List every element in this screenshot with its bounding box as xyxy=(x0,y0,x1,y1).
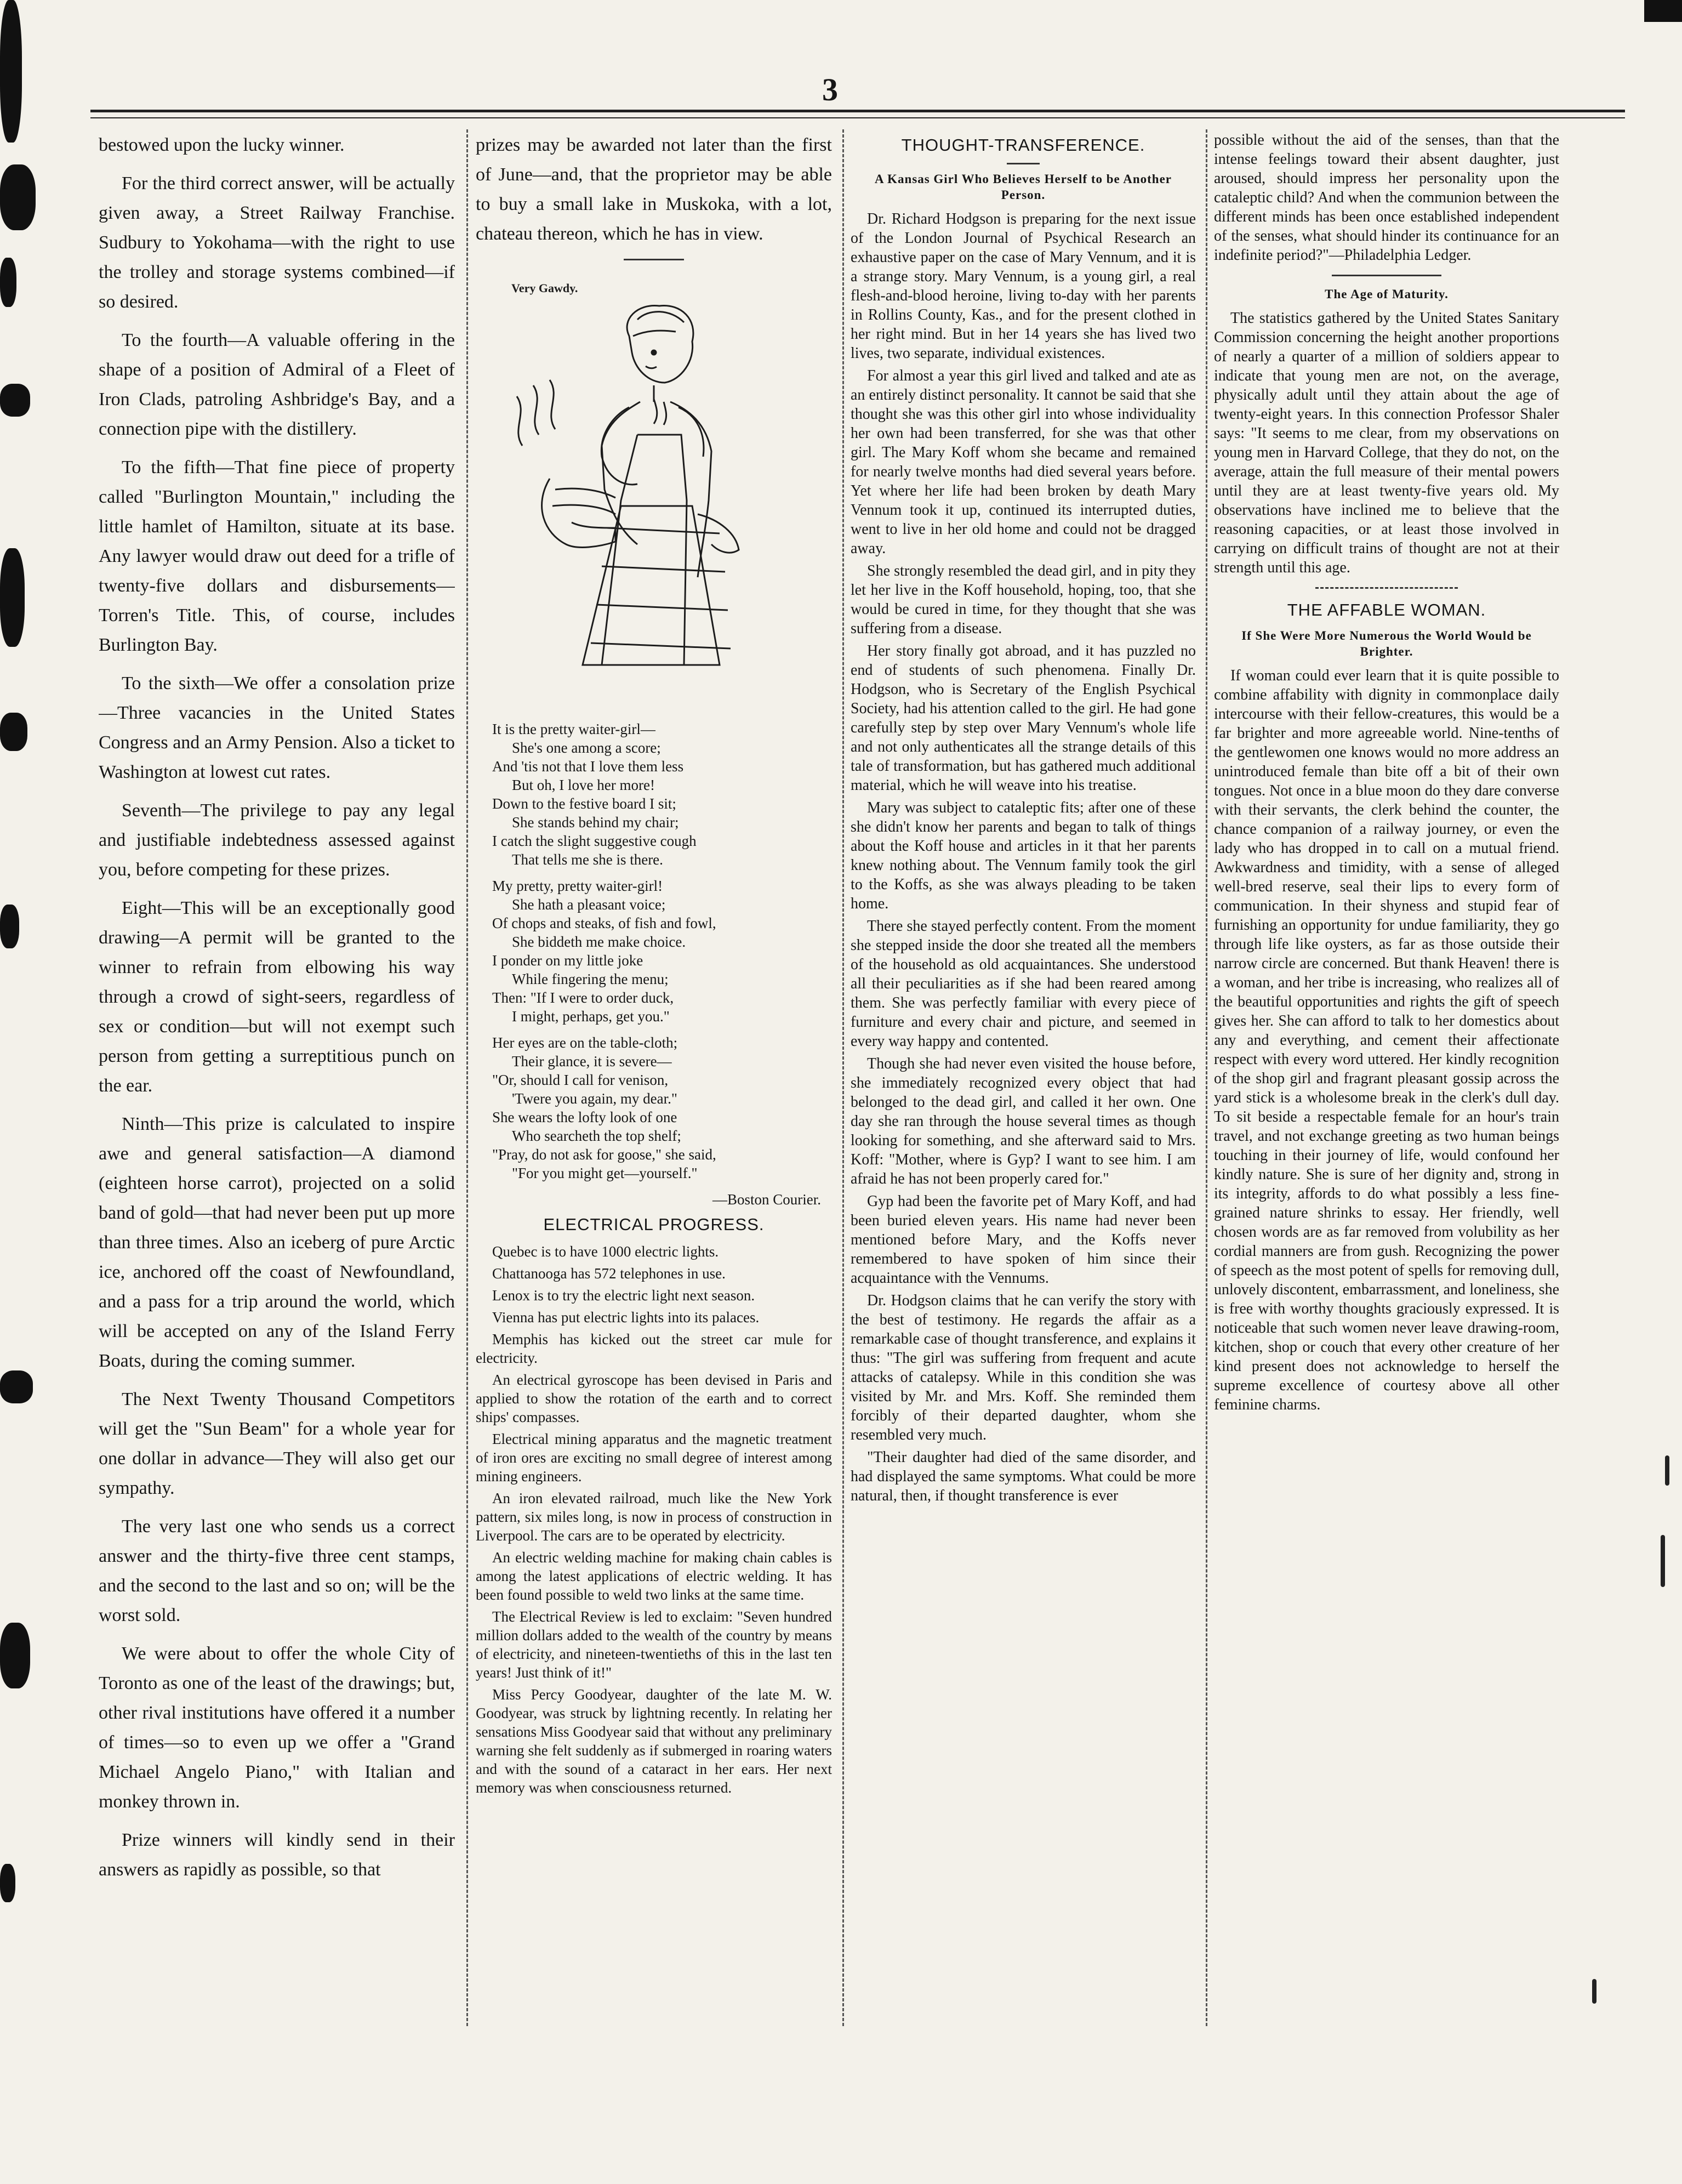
paragraph: To the fifth—That fine piece of property called "Burlington Mountain," including the little hamlet of Hamilton, situate at its base. Any lawyer would draw out deed for a trifle of twenty-five dollars and disbursements—Torren's Title. This, of course, includes Burlington Bay. xyxy=(99,457,455,655)
news-item: Miss Percy Goodyear, daughter of the late M. W. Goodyear, was struck by lightning recently. In relating her sensations Miss Goodyear said that without any preliminary warning she felt suddenly as if submerged in roaring waters and with the sound of a cataract in her ears. Her next memory was when consciousness returned. xyxy=(476,1686,832,1796)
paragraph: Dr. Richard Hodgson is preparing for the next issue of the London Journal of Psychical Research an exhaustive paper on the case of Mary Vennum, and it is a strange story. Mary Vennum, is a young girl, a real flesh-and-blood heroine, living to-day with her parents in Rollins County, Kas., and for the present clothed in her right mind. But in her 14 years she has lived two lives, two separate, individual existences. xyxy=(851,211,1196,362)
column-divider xyxy=(1206,129,1207,2026)
paragraph: Prize winners will kindly send in their answers as rapidly as possible, so that xyxy=(99,1830,455,1880)
poem-line: "For you might get—yourself." xyxy=(512,1165,698,1181)
header-rule xyxy=(90,110,1625,112)
paragraph: possible without the aid of the senses, than that the intense feelings toward their absent daughter, just aroused, should impress her personality upon the cataleptic child? And when the communion between the different minds has been once established independent of the senses, what should hinder its continuance for an indefinite period?"—Philadelphia Ledger. xyxy=(1214,132,1559,264)
section-rule xyxy=(1315,587,1458,589)
poem-line: She biddeth me make choice. xyxy=(512,934,686,950)
poem-attribution: —Boston Courier. xyxy=(712,1191,821,1208)
paragraph: She strongly resembled the dead girl, and in pity they let her live in the Koff household, hoping, too, that she would be cured in time, for they thought that she was suffering from a disease. xyxy=(851,562,1196,637)
poem-line: My pretty, pretty waiter-girl! xyxy=(492,878,663,894)
paragraph: Her story finally got abroad, and it has puzzled no end of students of such phenomena. Finally Dr. Hodgson, who is Secretary of the English Psychical Society, had his attention called to the girl. He had gone carefully step by step over Mary Vennum's whole life and not only authenticates all the strange details of this tale of transformation, but has gathered much additional material, which he will weave into his treatise. xyxy=(851,642,1196,794)
paragraph: To the sixth—We offer a consolation prize—Three vacancies in the United States Congress and an Army Pension. Also a ticket to Washington at lowest cut rates. xyxy=(99,673,455,782)
subheading: If She Were More Numerous the World Would be Brighter. xyxy=(1241,629,1532,658)
paragraph: The Next Twenty Thousand Competitors will get the "Sun Beam" for a whole year for one dollar in advance—They will also get our sympathy. xyxy=(99,1389,455,1498)
poem-line: She wears the lofty look of one xyxy=(492,1109,677,1125)
paragraph: Mary was subject to cataleptic fits; after one of these she didn't know her parents and began to talk of things about the Koff house and articles in it that her parents knew nothing about. The Vennum family took the girl to the Koffs, as she was always pleading to be taken home. xyxy=(851,799,1196,912)
news-item: Lenox is to try the electric light next season. xyxy=(492,1287,755,1304)
paragraph: The statistics gathered by the United States Sanitary Commission concerning the height another proportions of nearly a quarter of a million of soldiers appear to indicate that young men are not, on the average, physically adult until they attain about the age of twenty-eight years. In this connection Professor Shaler says: "It seems to me clear, from my observations on young men in Harvard College, that they do not, on the average, attain the full measure of their mental powers until they are at least twenty-five years old. My observations have inclined me to believe that the reasoning capacities, or at least those involved in carrying on difficult trains of thought are not at their strength until this age. xyxy=(1214,310,1559,576)
news-item: An iron elevated railroad, much like the New York pattern, six miles long, is now in process of construction in Liverpool. The cars are to be operated by electricity. xyxy=(476,1490,832,1544)
poem-line: Their glance, it is severe— xyxy=(512,1053,672,1070)
paragraph: bestowed upon the lucky winner. xyxy=(99,135,345,155)
poem-stanza xyxy=(492,720,832,869)
torn-edge-mark xyxy=(0,1370,33,1403)
column-divider xyxy=(466,129,468,2026)
poem-line: While fingering the menu; xyxy=(512,971,669,987)
torn-edge-mark xyxy=(0,1623,30,1688)
news-item: The Electrical Review is led to exclaim: "Seven hundred million dollars added to the wealth of the country by means of electricity, and nineteen-twentieths of this in the last ten years! Just think of it!" xyxy=(476,1608,832,1681)
news-item: An electrical gyroscope has been devised in Paris and applied to show the rotation of the earth and to correct ships' compasses. xyxy=(476,1372,832,1425)
torn-edge-mark xyxy=(0,1864,15,1902)
news-item: Chattanooga has 572 telephones in use. xyxy=(492,1265,726,1282)
paragraph: prizes may be awarded not later than the first of June—and, that the proprietor may be able to buy a small lake in Muskoka, with a lot, chateau thereon, which he has in view. xyxy=(476,135,832,244)
column-prizes xyxy=(99,130,455,2027)
news-item: Memphis has kicked out the street car mule for electricity. xyxy=(476,1331,832,1366)
poem-line: That tells me she is there. xyxy=(512,851,663,868)
paragraph: For the third correct answer, will be actually given away, a Street Railway Franchise. Sudbury to Yokohama—with the right to use the trolley and storage systems combined—if so desired. xyxy=(99,173,455,312)
poem-line: She hath a pleasant voice; xyxy=(512,896,666,913)
poem-line: Who searcheth the top shelf; xyxy=(512,1128,681,1144)
column-divider xyxy=(842,129,844,2026)
paragraph: There she stayed perfectly content. From the moment she stepped inside the door she treated all the members of the household as old acquaintances. She understood all their peculiarities as if she had been reared among them. She was perfectly familiar with every piece of furniture and every chair and picture, and seemed in every way happy and contented. xyxy=(851,918,1196,1050)
margin-mark xyxy=(1592,1979,1597,2004)
paragraph: For almost a year this girl lived and talked and ate as an entirely distinct personality. It cannot be said that she thought she was this other girl into whose individuality her own had been transferred, for she was that other girl. The Mary Koff whom she became and remained for nearly twelve months had died several years before. Yet where her life had been broken by death Mary Vennum took it up, continued its interrupted duties, went to live in her old home and could not be dragged away. xyxy=(851,367,1196,557)
torn-edge-mark xyxy=(0,548,25,647)
subheading: A Kansas Girl Who Believes Herself to be Another Person. xyxy=(874,172,1172,202)
paragraph: The very last one who sends us a correct answer and the thirty-five three cent stamps, and the second to the last and so on; will be the worst sold. xyxy=(99,1516,455,1625)
margin-mark xyxy=(1661,1535,1665,1587)
poem-line: She's one among a score; xyxy=(512,740,661,756)
section-rule xyxy=(1007,163,1040,164)
section-rule xyxy=(1332,275,1441,276)
torn-edge-mark xyxy=(0,0,22,143)
torn-edge-mark xyxy=(0,258,16,307)
poem-line: And 'tis not that I love them less xyxy=(492,758,684,775)
electrical-items xyxy=(476,1242,832,1797)
torn-edge-mark xyxy=(0,905,19,948)
torn-edge-mark xyxy=(0,384,30,417)
paragraph: Ninth—This prize is calculated to inspire awe and general satisfaction—A diamond (eighteen horse carrot), projected on a solid band of gold—that had never been put up more than three times. Also an iceberg of pure Arctic ice, anchored off the coast of Newfoundland, and a pass for a trip around the world, which will be accepted on any of the Island Ferry Boats, during the coming summer. xyxy=(99,1114,455,1371)
heading-thought-transference: THOUGHT-TRANSFERENCE. xyxy=(901,135,1145,155)
corner-scan-mark xyxy=(1644,0,1682,22)
waiter-girl-illustration xyxy=(489,270,818,709)
column-thought-transference xyxy=(851,130,1196,2027)
poem-line: She stands behind my chair; xyxy=(512,814,679,831)
poem-stanza xyxy=(492,1033,832,1182)
paragraph: Eight—This will be an exceptionally good drawing—A permit will be granted to the winner to refrain from elbowing his way through a crowd of sight-seers, regardless of sex or condition—but will not exempt such person from getting a surreptitious punch on the ear. xyxy=(99,898,455,1096)
paragraph: Dr. Hodgson claims that he can verify the story with the best of testimony. He regards the affair as a remarkable case of thought transference, and explains it thus: "The girl was suffering from frequent and acute attacks of catalepsy. While in this condition she was visited by Mr. and Mrs. Koff. She reminded them forcibly of their departed daughter, whom she resembled very much. xyxy=(851,1292,1196,1443)
poem-line: Her eyes are on the table-cloth; xyxy=(492,1034,678,1051)
poem-line: Of chops and steaks, of fish and fowl, xyxy=(492,915,716,931)
section-rule xyxy=(624,259,684,260)
heading-age-of-maturity: The Age of Maturity. xyxy=(1325,287,1449,301)
poem-line: "Or, should I call for venison, xyxy=(492,1072,669,1088)
poem-line: I catch the slight suggestive cough xyxy=(492,833,697,849)
column-affable-woman xyxy=(1214,130,1559,2027)
heading-electrical-progress: ELECTRICAL PROGRESS. xyxy=(543,1215,765,1234)
poem-line: Then: "If I were to order duck, xyxy=(492,989,674,1006)
paragraph: Though she had never even visited the house before, she immediately recognized every object that had belonged to the dead girl, and called it her own. One day she ran through the house several times as though looking for something, and she afterward said to Mrs. Koff: "Mother, where is Gyp? I want to see him. I am afraid he has not been properly cared for." xyxy=(851,1055,1196,1187)
poem-line: It is the pretty waiter-girl— xyxy=(492,721,655,737)
illustration-caption: Very Gawdy. xyxy=(511,281,578,295)
column-poem-and-electrical xyxy=(476,130,832,2027)
poem-line: I might, perhaps, get you." xyxy=(512,1008,670,1025)
poem-stanza xyxy=(492,877,832,1026)
heading-affable-woman: THE AFFABLE WOMAN. xyxy=(1287,600,1486,619)
poem-line: "Pray, do not ask for goose," she said, xyxy=(492,1146,716,1163)
poem-waiter-girl xyxy=(492,720,832,1209)
news-item: Electrical mining apparatus and the magnetic treatment of iron ores are exciting no small degree of interest among mining engineers. xyxy=(476,1431,832,1485)
poem-line: 'Twere you again, my dear." xyxy=(512,1090,677,1107)
paragraph: "Their daughter had died of the same disorder, and had displayed the same symptoms. What could be more natural, then, if thought transference is ever xyxy=(851,1449,1196,1504)
header-rule xyxy=(90,117,1625,118)
paragraph: Gyp had been the favorite pet of Mary Koff, and had been buried eleven years. His name had never been mentioned before Mary, and the Koffs never remembered to have spoken of him since their acquaintance with the Vennums. xyxy=(851,1193,1196,1287)
paragraph: We were about to offer the whole City of Toronto as one of the least of the drawings; but, other rival institutions have offered it a number of times—so to even up we offer a "Grand Michael Angelo Piano," with Italian and monkey thrown in. xyxy=(99,1643,455,1812)
news-item: An electric welding machine for making chain cables is among the latest applications of electric welding. It has been found possible to weld two links at the same time. xyxy=(476,1549,832,1603)
news-item: Vienna has put electric lights into its palaces. xyxy=(492,1309,760,1326)
poem-line: Down to the festive board I sit; xyxy=(492,795,676,812)
news-item: Quebec is to have 1000 electric lights. xyxy=(492,1243,719,1260)
margin-mark xyxy=(1665,1455,1669,1486)
torn-edge-mark xyxy=(0,164,36,230)
poem-line: I ponder on my little joke xyxy=(492,952,643,969)
page-number: 3 xyxy=(822,72,838,107)
paragraph: Seventh—The privilege to pay any legal and justifiable indebtedness assessed against you, before competing for these prizes. xyxy=(99,800,455,880)
paragraph: If woman could ever learn that it is quite possible to combine affability with dignity in commonplace daily intercourse with their fellow-creatures, this would be a far brighter and more agreeable world. Nine-tenths of the gentlewomen one knows would no more address an unintroduced female than bite off a bit of their own tongues. Not once in a blue moon do they dare converse with their servants, the clerk behind the counter, the chance companion of a railway journey, or even the lady who has dropped in to call on a mutual friend. Awkwardness and timidity, with a sense of alleged well-bred reserve, seal their lips to every form of communication. In their shyness and stupid fear of furnishing an opportunity for undue familiarity, they go through life like oysters, as far as those outside their narrow circle are concerned. But thank Heaven! there is a woman, and her tribe is increasing, who realizes all of the beautiful opportunities and rights the gift of speech gives her. She can afford to talk to her domestics about any and everything, and cement their affectionate respect with every word uttered. Her kindly recognition of the shop girl and fragrant pleasant gossip across the yard stick is a wholesome break in the clerk's dull day. To sit beside a respectable female for an hour's train travel, and not exchange greeting as two human beings touching in their journey of life, would confound her kindly nature. She is sure of her dignity and, strong in its integrity, affords to do what possibly a less fine-grained nature shrinks to essay. Her friendly, well chosen words are as far removed from volubility as her cordial manners are from gush. Recognizing the power of speech as the most potent of spells for removing dull, unlovely discontent, embarrassment, and loneliness, she is free with worthy thoughts graciously expressed. It is noticeable that such women never leave drawing-room, kitchen, shop or couch that every other creature of her kind present does not acknowledge to herself the supreme excellence of courtesy above all other feminine charms. xyxy=(1214,667,1559,1413)
torn-edge-mark xyxy=(0,713,27,751)
paragraph: To the fourth—A valuable offering in the shape of a position of Admiral of a Fleet of Iron Clads, patroling Ashbridge's Bay, and a connection pipe with the distillery. xyxy=(99,330,455,439)
poem-line: But oh, I love her more! xyxy=(512,777,655,793)
